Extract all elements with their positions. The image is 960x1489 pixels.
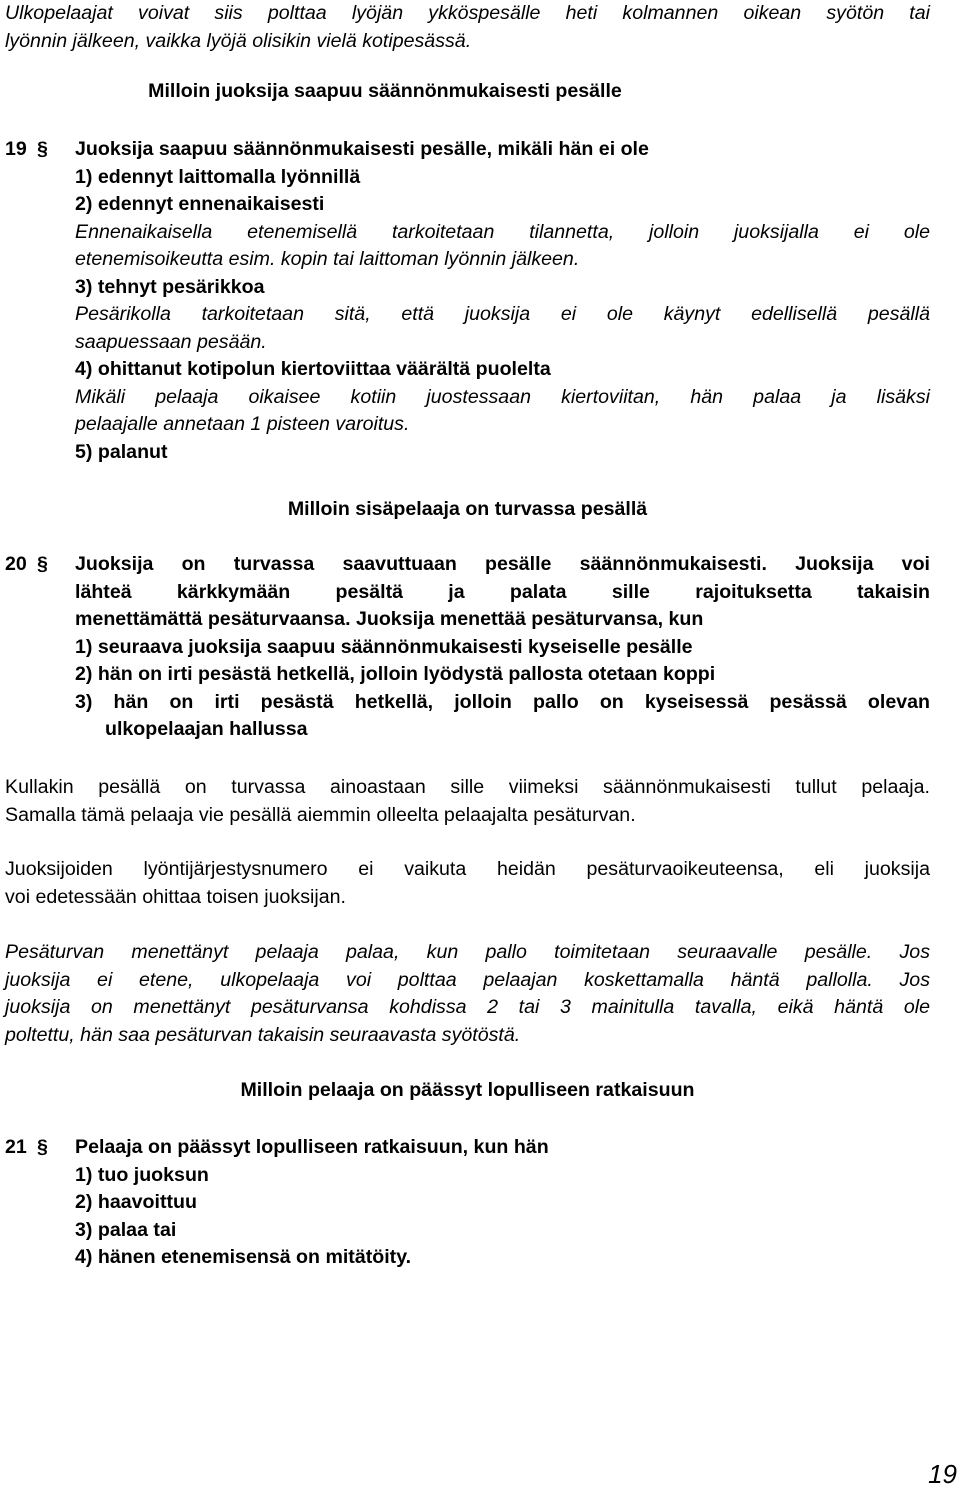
paragraph-3-line-4: poltettu, hän saa pesäturvan takaisin seuraavasta syötöstä. — [5, 1023, 521, 1046]
section-19-item-3: 3) tehnyt pesärikkoa — [75, 275, 265, 298]
section-symbol: § — [37, 1136, 48, 1158]
section-21-item-3: 3) palaa tai — [75, 1218, 177, 1241]
intro-line-1: Ulkopelaajat voivat siis polttaa lyöjän ykköspesälle heti kolmannen oikean syötön tai — [5, 2, 930, 24]
section-19-item-4-note-2: pelaajalle annetaan 1 pisteen varoitus. — [75, 413, 410, 435]
section-20-line-3: menettämättä pesäturvaansa. Juoksija menettää pesäturvansa, kun — [75, 608, 704, 630]
section-20-line-1: Juoksija on turvassa saavuttuaan pesälle säännönmukaisesti. Juoksija voi — [75, 553, 930, 575]
page-number: 19 — [928, 1459, 957, 1489]
section-19-lead: Juoksija saapuu säännönmukaisesti pesälle, mikäli hän ei ole — [75, 138, 649, 160]
section-20 — [5, 551, 930, 744]
heading-arrival-rules: Milloin juoksija saapuu säännönmukaisesti pesälle — [148, 80, 622, 102]
section-20-item-1: 1) seuraava juoksija saapuu säännönmukaisesti kyseiselle pesälle — [75, 635, 693, 658]
heading-final-resolution: Milloin pelaaja on päässyt lopulliseen ratkaisuun — [240, 1079, 695, 1101]
section-19-item-2: 2) edennyt ennenaikaisesti — [75, 193, 325, 215]
section-19-item-3-note-1: Pesärikolla tarkoitetaan sitä, että juoksija ei ole käynyt edellisellä pesällä — [75, 303, 930, 325]
paragraph-2-line-1: Juoksijoiden lyöntijärjestysnumero ei vaikuta heidän pesäturvaoikeuteensa, eli juoksija — [5, 858, 930, 880]
paragraph-lost-safety — [5, 939, 930, 1049]
section-19-item-2-note-2: etenemisoikeutta esim. kopin tai laittoman lyönnin jälkeen. — [75, 248, 580, 270]
paragraph-safe-base — [5, 774, 930, 829]
section-21-item-1: 1) tuo juoksun — [75, 1163, 209, 1186]
section-19-item-2-note-1: Ennenaikaisella etenemisellä tarkoitetaan tilannetta, jolloin juoksijalla ei ole — [75, 220, 930, 243]
section-21-number: 21 — [5, 1136, 27, 1158]
section-20-item-3-line-2: ulkopelaajan hallussa — [105, 718, 308, 740]
section-21-item-2: 2) haavoittuu — [75, 1191, 197, 1213]
section-19-item-5: 5) palanut — [75, 440, 168, 463]
section-19 — [5, 136, 930, 466]
section-19-number: 19 — [5, 138, 27, 160]
paragraph-batting-order — [5, 856, 930, 911]
paragraph-3-line-3: juoksija on menettänyt pesäturvansa kohdissa 2 tai 3 mainitulla tavalla, eikä häntä ole — [5, 996, 930, 1018]
section-symbol: § — [37, 138, 48, 160]
section-20-item-3-line-1: 3) hän on irti pesästä hetkellä, jolloin pallo on kyseisessä pesässä olevan — [75, 690, 930, 713]
paragraph-2-line-2: voi edetessään ohittaa toisen juoksijan. — [5, 885, 346, 908]
section-19-item-4-note-1: Mikäli pelaaja oikaisee kotiin juostessaan kiertoviitan, hän palaa ja lisäksi — [75, 385, 930, 408]
section-20-number: 20 — [5, 553, 27, 575]
section-19-item-4: 4) ohittanut kotipolun kiertoviittaa väärältä puolelta — [75, 358, 551, 380]
intro-paragraph — [5, 0, 930, 55]
section-20-line-2: lähteä kärkkymään pesältä ja palata sille rajoituksetta takaisin — [75, 580, 930, 603]
intro-line-2: lyönnin jälkeen, vaikka lyöjä olisikin vielä kotipesässä. — [5, 29, 472, 52]
section-21 — [5, 1134, 930, 1272]
paragraph-1-line-1: Kullakin pesällä on turvassa ainoastaan sille viimeksi säännönmukaisesti tullut pelaaja. — [5, 776, 930, 798]
heading-safe-on-base: Milloin sisäpelaaja on turvassa pesällä — [287, 498, 648, 520]
paragraph-1-line-2: Samalla tämä pelaaja vie pesällä aiemmin olleelta pelaajalta pesäturvan. — [5, 803, 636, 826]
section-21-item-4: 4) hänen etenemisensä on mitätöity. — [75, 1246, 412, 1268]
section-19-item-1: 1) edennyt laittomalla lyönnillä — [75, 165, 361, 188]
paragraph-3-line-1: Pesäturvan menettänyt pelaaja palaa, kun pallo toimitetaan seuraavalle pesälle. Jos — [5, 941, 930, 963]
section-symbol: § — [37, 553, 48, 575]
paragraph-3-line-2: juoksija ei etene, ulkopelaaja voi polttaa pelaajan koskettamalla häntä pallolla. Jos — [5, 968, 930, 991]
section-19-item-3-note-2: saapuessaan pesään. — [75, 330, 267, 353]
section-20-item-2: 2) hän on irti pesästä hetkellä, jolloin lyödystä pallosta otetaan koppi — [75, 663, 716, 685]
section-21-lead: Pelaaja on päässyt lopulliseen ratkaisuun, kun hän — [75, 1136, 549, 1158]
